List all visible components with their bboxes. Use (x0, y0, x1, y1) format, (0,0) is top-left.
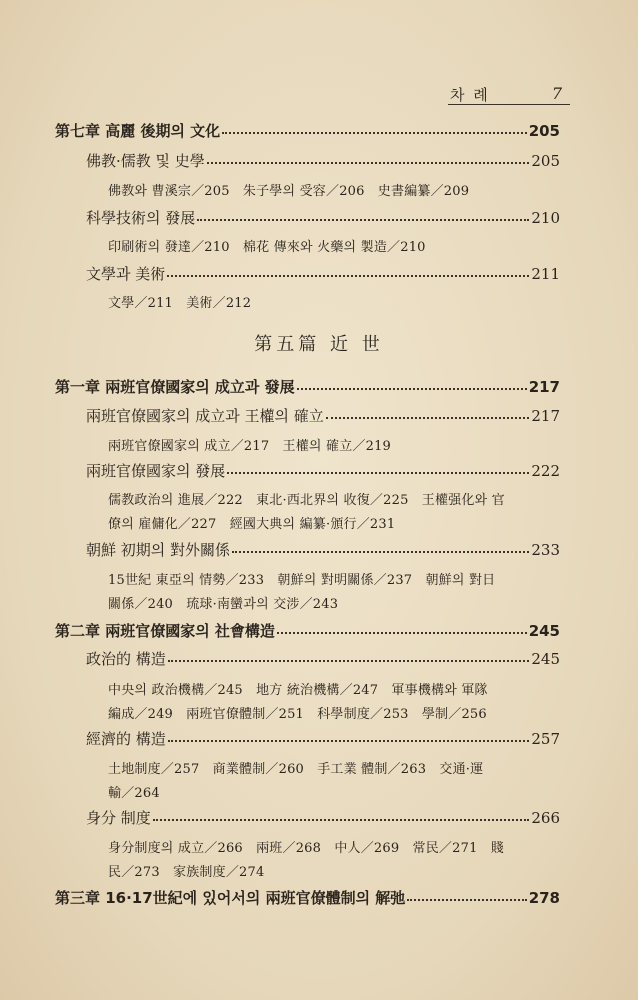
toc-subentries: 土地制度／257 商業體制／260 手工業 體制／263 交通·運 (108, 762, 484, 777)
running-header (450, 84, 570, 105)
toc-section: 佛教·儒教 및 史學 205 (86, 152, 560, 170)
leader-dots (168, 740, 530, 742)
toc-subentries: 民／273 家族制度／274 (108, 865, 265, 880)
toc-chapter-2: 第二章 兩班官僚國家의 社會構造 245 (55, 622, 560, 640)
toc-section: 身分 制度 266 (86, 809, 560, 827)
toc-chapter-1: 第一章 兩班官僚國家의 成立과 發展 217 (55, 378, 560, 396)
toc-section: 科學技術의 發展 210 (86, 209, 560, 227)
toc-section: 經濟的 構造 257 (86, 730, 560, 748)
toc-subentries: 15世紀 東亞의 情勢／233 朝鮮의 對明關係／237 朝鮮의 對日 (108, 573, 496, 588)
part-heading: 第五篇 近 世 (254, 334, 384, 355)
toc-section: 兩班官僚國家의 發展 222 (86, 462, 560, 480)
leader-dots (227, 472, 529, 474)
toc-subentries: 僚의 雇傭化／227 經國大典의 編纂·頒行／231 (108, 517, 396, 532)
header-rule (448, 104, 570, 105)
toc-subentries: 儒教政治의 進展／222 東北·西北界의 收復／225 王權强化와 官 (108, 493, 505, 508)
toc-subentries: 佛教와 曹溪宗／205 朱子學의 受容／206 史書編纂／209 (108, 184, 470, 199)
page-number: 7 (551, 84, 564, 103)
leader-dots (197, 219, 529, 221)
toc-section: 政治的 構造 245 (86, 650, 560, 668)
toc-subentries: 身分制度의 成立／266 兩班／268 中人／269 常民／271 賤 (108, 841, 504, 856)
leader-dots (167, 275, 529, 277)
toc-subentries: 關係／240 琉球·南蠻과의 交涉／243 (108, 597, 339, 612)
toc-subentries: 兩班官僚國家의 成立／217 王權의 確立／219 (108, 439, 392, 454)
leader-dots (168, 660, 530, 662)
toc-subentries: 文學／211 美術／212 (108, 296, 252, 311)
leader-dots (326, 417, 530, 419)
toc-section: 文學과 美術 211 (86, 265, 560, 283)
leader-dots (297, 388, 527, 390)
leader-dots (207, 162, 530, 164)
toc-chapter-7: 第七章 高麗 後期의 文化 205 (55, 122, 560, 140)
leader-dots (232, 551, 529, 553)
header-title: 차 례 (450, 86, 490, 104)
toc-chapter-3: 第三章 16·17世紀에 있어서의 兩班官僚體制의 解弛 278 (55, 889, 560, 907)
toc-section: 兩班官僚國家의 成立과 王權의 確立 217 (86, 407, 560, 425)
leader-dots (277, 632, 527, 634)
toc-subentries: 編成／249 兩班官僚體制／251 科學制度／253 學制／256 (108, 707, 487, 722)
toc-subentries: 印刷術의 發達／210 棉花 傳來와 火藥의 製造／210 (108, 240, 426, 255)
toc-subentries: 輸／264 (108, 786, 160, 801)
leader-dots (407, 899, 526, 901)
toc-section: 朝鮮 初期의 對外關係 233 (86, 541, 560, 559)
leader-dots (222, 132, 527, 134)
toc-subentries: 中央의 政治機構／245 地方 統治機構／247 軍事機構와 軍隊 (108, 683, 488, 698)
leader-dots (153, 819, 530, 821)
